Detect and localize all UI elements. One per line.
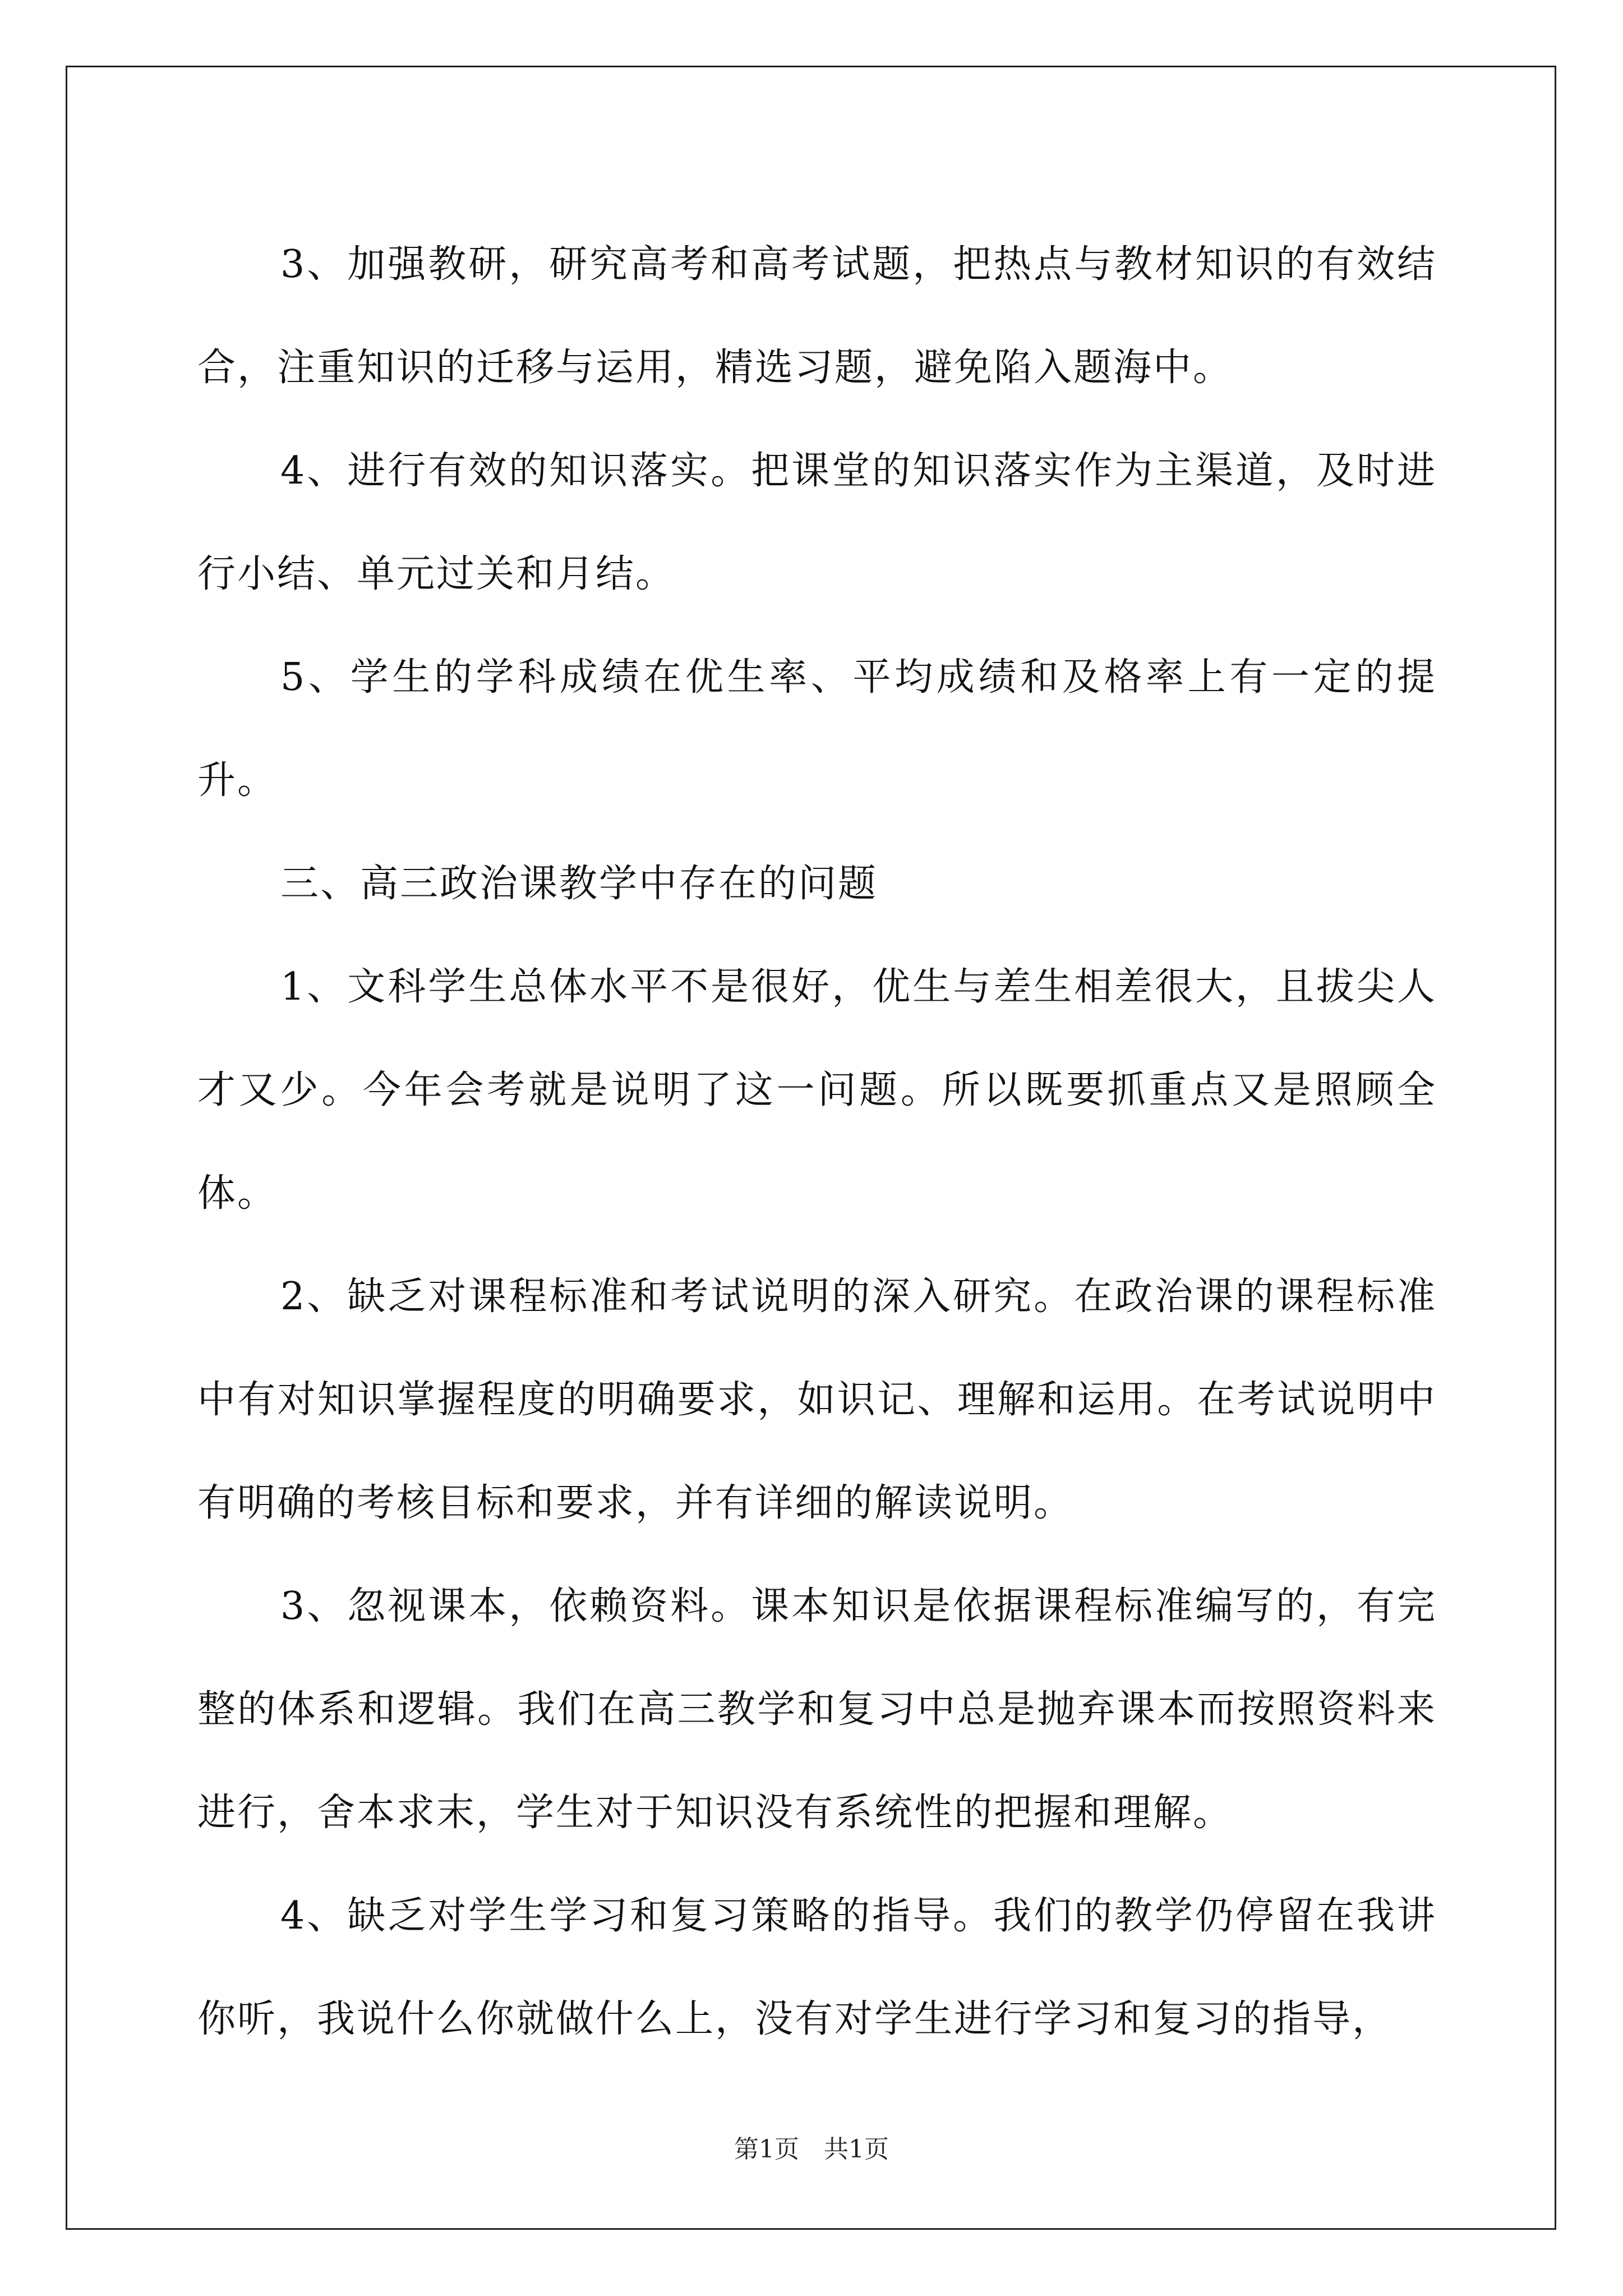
document-body bbox=[197, 213, 1437, 2071]
section-heading: 三、高三政治课教学中存在的问题 bbox=[280, 862, 878, 906]
paragraph: 2、缺乏对课程标准和考试说明的深入研究。在政治课的课程标准中有对知识掌握程度的明确要求，如识记、理解和运用。在考试说明中有明确的考核目标和要求，并有详细的解读说明。 bbox=[197, 1274, 1437, 1525]
page-number-footer: 第1页 共1页 bbox=[734, 2135, 889, 2164]
paragraph: 3、加强教研，研究高考和高考试题，把热点与教材知识的有效结合，注重知识的迁移与运用，精选习题，避免陷入题海中。 bbox=[197, 242, 1437, 390]
paragraph: 3、忽视课本，依赖资料。课本知识是依据课程标准编写的，有完整的体系和逻辑。我们在高三教学和复习中总是抛弃课本而按照资料来进行，舍本求末，学生对于知识没有系统性的把握和理解。 bbox=[197, 1584, 1437, 1835]
paragraph: 5、学生的学科成绩在优生率、平均成绩和及格率上有一定的提升。 bbox=[197, 655, 1437, 803]
paragraph: 1、文科学生总体水平不是很好，优生与差生相差很大，且拔尖人才又少。今年会考就是说明了这一问题。所以既要抓重点又是照顾全体。 bbox=[197, 965, 1437, 1216]
paragraph: 4、缺乏对学生学习和复习策略的指导。我们的教学仍停留在我讲你听，我说什么你就做什么上，没有对学生进行学习和复习的指导， bbox=[197, 1894, 1437, 2041]
paragraph: 4、进行有效的知识落实。把课堂的知识落实作为主渠道，及时进行小结、单元过关和月结。 bbox=[197, 449, 1437, 596]
